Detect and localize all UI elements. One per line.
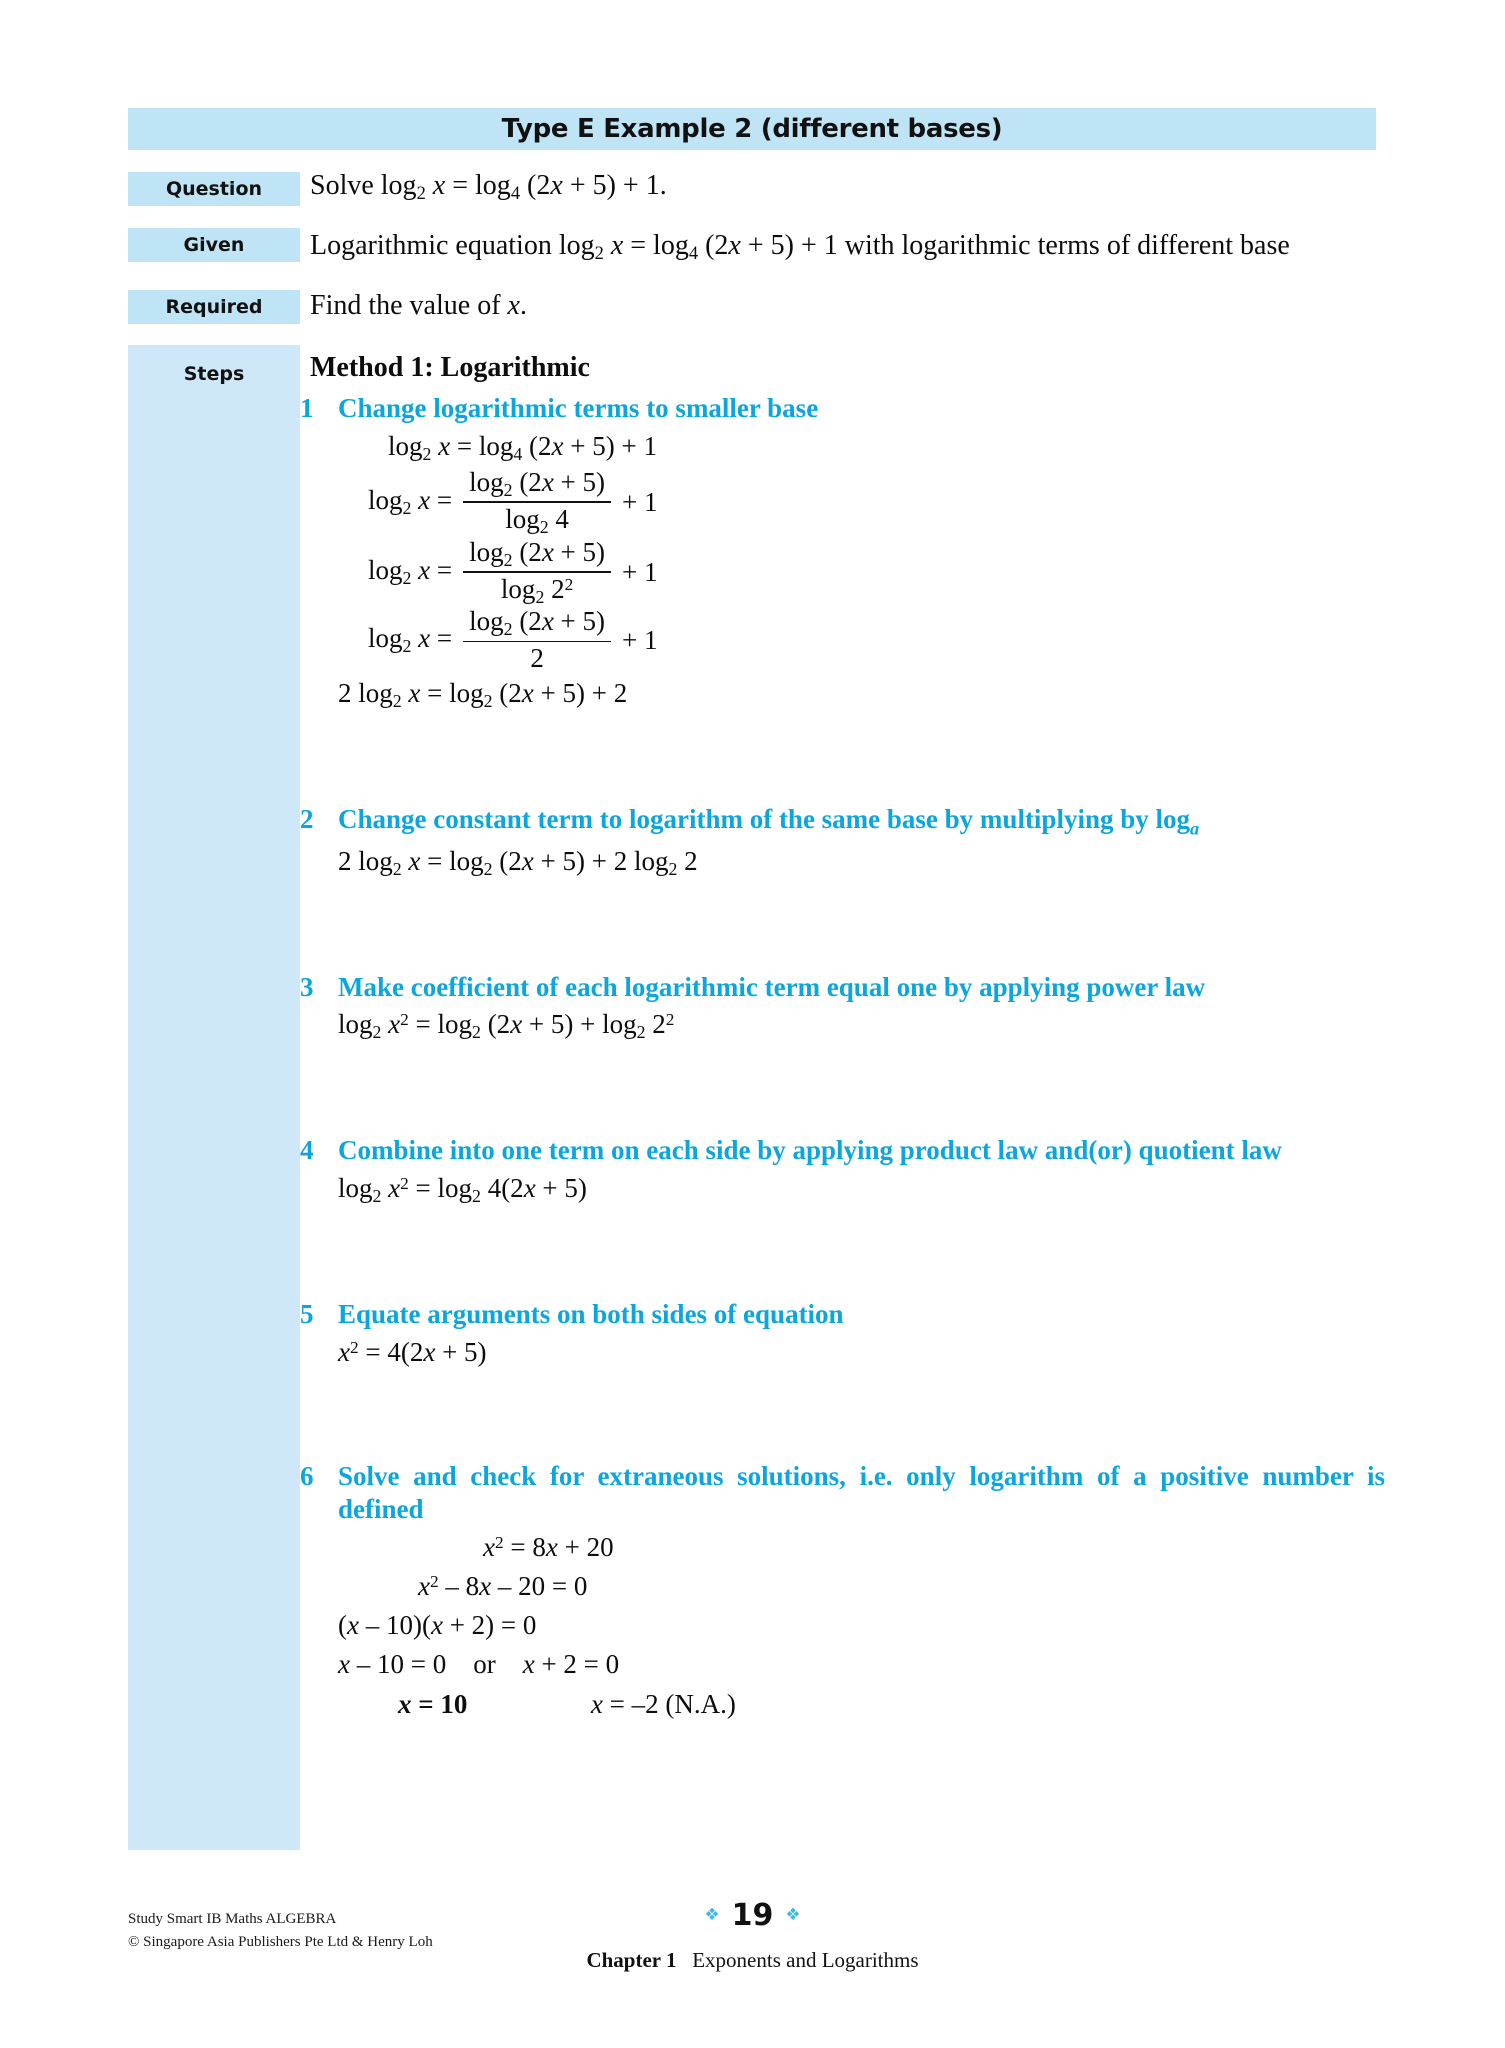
- step-4-title: Combine into one term on each side by applying product law and(or) quotient law: [338, 1135, 1282, 1166]
- footer-chapter-label: Chapter 1: [586, 1948, 677, 1972]
- step-4-heading: [300, 1134, 1385, 1167]
- label-required: [128, 290, 300, 324]
- step-5: [300, 1298, 1385, 1460]
- equation: $x^2 = 8x + 20$: [483, 1531, 614, 1562]
- question-row: [310, 168, 1382, 205]
- steps-list: [300, 392, 1385, 1724]
- fraction: $\frac{\log_2 (2x + 5)}{\log_2 2^2}$: [463, 538, 611, 608]
- method-title: Method 1: Logarithmic: [310, 352, 590, 383]
- label-question-text: Question: [165, 178, 263, 200]
- label-given: [128, 228, 300, 262]
- equation: $x^2 = 4(2x + 5)$: [338, 1336, 487, 1367]
- equation: 2 $\log_2 x = \log_2 (2x + 5) + 2$ $\log_2 2$: [338, 845, 698, 879]
- label-steps: [128, 357, 300, 391]
- step-2-number: 2: [300, 803, 314, 834]
- equation: $\log_2 x^2 = \log_2 4(2x + 5)$: [338, 1173, 587, 1207]
- footer-page-number-block: [0, 1898, 1505, 1933]
- equation: $\log_2 x$ = $\frac{\log_2 (2x + 5)}{\log_2 4}$ + 1: [368, 466, 658, 537]
- step-3-number: 3: [300, 971, 314, 1002]
- required-math: Find the value of x.: [310, 290, 527, 321]
- label-question: [128, 172, 300, 206]
- step-2-title-subscript: a: [1190, 818, 1200, 839]
- step-2-title: [338, 803, 1385, 840]
- diamond-right-icon: ❖: [785, 1905, 801, 1925]
- step-6: [300, 1460, 1385, 1724]
- label-steps-text: Steps: [183, 363, 245, 385]
- footer-chapter-title: Exponents and Logarithms: [692, 1948, 919, 1972]
- label-given-text: Given: [183, 234, 245, 256]
- step-1-equations: [300, 427, 1385, 715]
- step-6-heading: [300, 1460, 1385, 1526]
- steps-sidebar-band: [128, 345, 300, 1850]
- equation: $\log_2 x$ = $\frac{\log_2 (2x + 5)}{\log_2 2^2}$ + 1: [368, 536, 658, 607]
- step-3-title: Make coefficient of each logarithmic term equal one by applying power law: [338, 971, 1206, 1002]
- fraction: $\frac{\log_2 (2x + 5)}{2}$: [463, 607, 611, 674]
- equation: $x^2 - 8x - 20 = 0$: [418, 1571, 588, 1602]
- equation: x = 10 x = –2 (N.A.): [398, 1688, 736, 1719]
- step-6-number: 6: [300, 1461, 314, 1492]
- step-2-title-text: Change constant term to logarithm of the same base by multiplying by log: [338, 803, 1190, 834]
- step-4: [300, 1134, 1385, 1298]
- equation: 2 $\log_2 x = \log_2 (2x + 5) + 2$: [338, 678, 628, 712]
- footer-book-title: Study Smart IB Maths ALGEBRA: [128, 1911, 337, 1927]
- required-row: [310, 288, 1382, 324]
- fraction: $\frac{\log_2 (2x + 5)}{\log_2 4}$: [463, 468, 611, 538]
- step-5-number: 5: [300, 1299, 314, 1330]
- equation: $\log_2 x^2 = \log_2 (2x + 5) + \log_2 2^2$: [338, 1009, 675, 1043]
- label-required-text: Required: [165, 296, 263, 318]
- step-1-heading: [300, 392, 1385, 425]
- example-title-bar: [128, 108, 1376, 150]
- step-5-title: Equate arguments on both sides of equation: [338, 1299, 844, 1330]
- given-row: [310, 228, 1382, 265]
- step-2-equations: [300, 842, 1385, 883]
- equation: x – 10 = 0 or x + 2 = 0: [338, 1649, 620, 1680]
- equation: $\log_2 x = \log_4 (2x + 5) + 1$: [388, 430, 657, 464]
- step-3-equations: [300, 1005, 1385, 1046]
- step-6-title: Solve and check for extraneous solutions, i.e. only logarithm of a positive number is defined: [338, 1461, 1385, 1525]
- diamond-left-icon: ❖: [704, 1905, 720, 1925]
- step-4-number: 4: [300, 1135, 314, 1166]
- footer-copyright: © Singapore Asia Publishers Pte Ltd & Henry Loh: [128, 1934, 433, 1951]
- example-title: Type E Example 2 (different bases): [501, 114, 1003, 144]
- given-math: Logarithmic equation $\log_2 x = \log_4 (2x + 5) + 1$ with logarithmic terms of different base: [310, 230, 1290, 264]
- page-number: 19: [731, 1898, 774, 1933]
- step-5-equations: [300, 1333, 1385, 1372]
- question-math: Solve $\log_2 x = \log_4 (2x + 5) + 1$.: [310, 170, 667, 204]
- step-5-heading: [300, 1298, 1385, 1331]
- step-1-title: Change logarithmic terms to smaller base: [338, 393, 819, 423]
- step-1: [300, 392, 1385, 803]
- step-4-equations: [300, 1169, 1385, 1210]
- step-3: [300, 971, 1385, 1135]
- equation: (x – 10)(x + 2) = 0: [338, 1610, 537, 1641]
- step-6-equations: [300, 1528, 1385, 1724]
- step-1-number: 1: [300, 393, 314, 423]
- step-2-heading: [300, 803, 1385, 840]
- equation: $\log_2 x$ = $\frac{\log_2 (2x + 5)}{2}$ + 1: [368, 606, 658, 674]
- step-3-heading: [300, 971, 1385, 1004]
- footer-chapter: [0, 1948, 1505, 1973]
- step-2: [300, 803, 1385, 971]
